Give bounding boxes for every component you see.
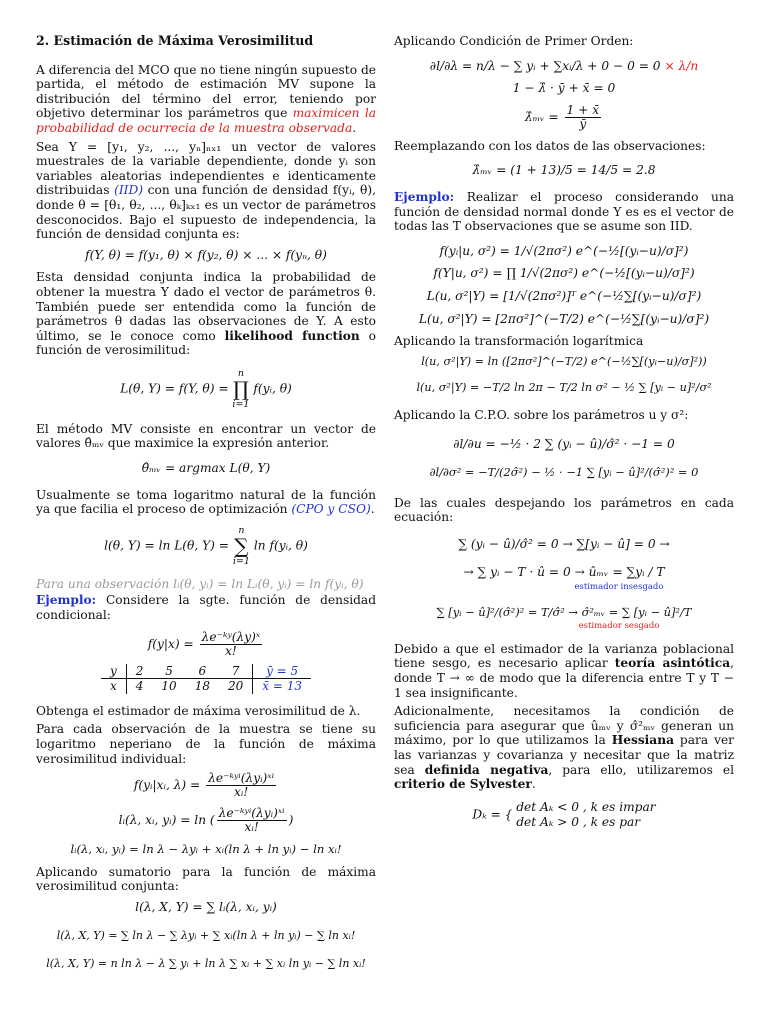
example1-intro: Ejemplo: Considere la sgte. función de densidad condicional: [36, 593, 376, 623]
du-equation: ∂l/∂u = −½ · 2 ∑ (yᵢ − û)/σ̂² · −1 = 0 [453, 436, 675, 451]
log-transform-paragraph: Aplicando la transformación logarítmica [394, 334, 644, 349]
likelihood-paragraph: Esta densidad conjunta indica la probabilidad de obtener la muestra Y dado el vector de parámetros θ. También puede ser entendida como la función de parámetros θ dadas las observaciones de Y. A esto último, se le conoce como likelihood function o función de verosimilitud: [36, 270, 376, 358]
iid-link: (IID) [114, 183, 144, 198]
u-step2-equation: → ∑ yᵢ − T · û = 0 → ûₘᵥ = ∑yᵢ / T [463, 565, 665, 580]
biased-note: estimador sesgado [578, 621, 660, 632]
joint-log-simplified-equation: l(λ, X, Y) = n ln λ − λ ∑ yᵢ + ln λ ∑ xᵢ + ∑ xᵢ ln yᵢ − ∑ ln xᵢ! [46, 957, 366, 971]
lambda-value-equation: λ̂ₘᵥ = (1 + 13)/5 = 14/5 = 2.8 [472, 163, 656, 178]
likelihood-equation: L(θ, Y) = f(Y, θ) = n ∏ i=1 f(yᵢ, θ) [120, 367, 292, 410]
joint-normal-equation: f(Y|u, σ²) = ∏ 1/√(2πσ²) e^(−½[(yᵢ−u)/σ]²) [433, 266, 695, 281]
asymptotic-paragraph: Debido a que el estimador de la varianza poblacional tiene sesgo, es necesario aplicar teoría asintótica, donde T → ∞ de modo que la diferencia entre T y T − 1 sea insignificante. [394, 641, 735, 700]
joint-log-expanded-equation: l(λ, X, Y) = ∑ ln λ − ∑ λyᵢ + ∑ xᵢ(ln λ + ln yᵢ) − ∑ ln xᵢ! [56, 928, 356, 942]
expanded-log-equation: lᵢ(λ, xᵢ, yᵢ) = ln λ − λyᵢ + xᵢ(ln λ + ln yᵢ) − ln xᵢ! [70, 842, 342, 857]
sum-paragraph: Aplicando sumatorio para la función de máxima verosimilitud conjunta: [36, 864, 376, 894]
replace-paragraph: Reemplazando con los datos de las observaciones: [394, 138, 706, 153]
cpo-intro: Aplicando Condición de Primer Orden: [394, 34, 634, 48]
joint-log-equation: l(λ, X, Y) = ∑ lᵢ(λ, xᵢ, yᵢ) [135, 899, 277, 914]
cpo-params-paragraph: Aplicando la C.P.O. sobre los parámetros u y σ²: [394, 407, 689, 422]
log-paragraph: Usualmente se toma logaritmo natural de la función ya que facilia el proceso de optimización (CPO y CSO). [36, 487, 376, 517]
log-normal-equation: l(u, σ²|Y) = ln ([2πσ²]^(−T/2) e^(−½∑[(yᵢ−u)/σ]²)) [421, 354, 707, 368]
hessian-paragraph: Adicionalmente, necesitamos la condición de suficiencia para asegurar que ûₘᵥ y σ̂²ₘᵥ generan un máximo, por lo que utilizamos la Hessiana para ver las varianzas y covarianza y necesitar que la matriz sea definida negativa, para ello, utilizaremos el criterio de Sylvester. [394, 704, 734, 792]
normal-density-equation: f(yᵢ|u, σ²) = 1/√(2πσ²) e^(−½[(yᵢ−u)/σ]²) [439, 243, 689, 258]
individual-log-equation: lᵢ(λ, xᵢ, yᵢ) = ln ( $\frac{\text{λe⁻ᵏʸⁱ(λyᵢ)ˣⁱ}}{\text{xᵢ!}}$ ) [118, 806, 294, 835]
log-likelihood-equation: l(θ, Y) = ln L(θ, Y) = n ∑ i=1 ln f(yᵢ, θ) [104, 524, 308, 567]
log-normal-expanded: l(u, σ²|Y) = −T/2 ln 2π − T/2 ln σ² − ½ ∑ [yᵢ − u]²/σ² [416, 381, 712, 395]
unbiased-note: estimador insesgado [574, 582, 664, 593]
individual-paragraph: Para cada observación de la muestra se tiene su logaritmo neperiano de la función de máxima verosimilitud individual: [36, 722, 376, 766]
dsigma-equation: ∂l/∂σ² = −T/(2σ̂²) − ½ · −1 ∑ [yᵢ − û]²/(σ̂²)² = 0 [429, 465, 699, 480]
conditional-density-equation: f(y|x) = $\frac{\text{λe⁻ᵏʸ(λy)ˣ}}{x!}$ [147, 629, 261, 658]
argmax-equation: θ̂ₘᵥ = argmax L(θ, Y) [141, 461, 271, 476]
joint-density-equation: f(Y, θ) = f(y₁, θ) × f(y₂, θ) × ... × f(yₙ, θ) [85, 247, 327, 262]
left-column [36, 34, 376, 980]
lambda-condition-equation: 1 − λ̂ · ȳ + x̄ = 0 [512, 81, 616, 96]
mv-method-paragraph: El método MV consiste en encontrar un vector de valores θ̂ₘᵥ que maximice la expresión anterior. [36, 421, 376, 451]
section-title: 2. Estimación de Máxima Verosimilitud [36, 33, 314, 48]
sylvester-equation: Dₖ = { det Aₖ < 0 , k es impar det Aₖ > 0 , k es par [472, 799, 656, 829]
individual-density-equation: f(yᵢ|xᵢ, λ) = $\frac{\text{λe⁻ᵏʸⁱ(λyᵢ)ˣⁱ}}{\text{xᵢ!}}$ [133, 771, 275, 800]
right-column [394, 34, 734, 830]
task-paragraph: Obtenga el estimador de máxima verosimilitud de λ. [36, 703, 361, 718]
intro-paragraph: A diferencia del MCO que no tiene ningún supuesto de partida, el método de estimación MV supone la distribución del término del error, teniendo por objetivo determinar los parámetros que maximicen la probabilidad de ocurrecia de la muestra observada. [36, 62, 376, 135]
example2-intro: Ejemplo: Realizar el proceso considerando una función de densidad normal donde Y es es el vector de todas las T observaciones que se asume son IID. [394, 189, 734, 234]
observations-table: y 2 5 6 7 ȳ = 5 x 4 10 18 20 x̄ = 13 [101, 664, 311, 694]
solve-paragraph: De las cuales despejando los parámetros en cada ecuación: [394, 495, 734, 525]
u-step1-equation: ∑ (yᵢ − û)/σ̂² = 0 → ∑[yᵢ − û] = 0 → [458, 536, 670, 551]
sigma-estimator-equation: ∑ [yᵢ − û]²/(σ̂²)² = T/σ̂² → σ̂²ₘᵥ = ∑ [yᵢ − û]²/T [436, 604, 692, 619]
single-observation-note: Para una observación lᵢ(θ, yᵢ) = ln Lᵢ(θ, yᵢ) = ln f(yᵢ, θ) [36, 576, 364, 591]
highlight-text: maximicen la probabilidad de ocurrecia de la muestra observada [36, 106, 376, 135]
cpo-lambda-equation: ∂l/∂λ = n/λ − ∑ yᵢ + ∑xᵢ/λ + 0 − 0 = 0 × λ/n [429, 58, 699, 73]
likelihood-normal-equation: L(u, σ²|Y) = [1/√(2πσ²)]ᵀ e^(−½∑[(yᵢ−u)/σ]²) [426, 288, 702, 303]
likelihood-normal-simplified: L(u, σ²|Y) = [2πσ²]^(−T/2) e^(−½∑[(yᵢ−u)/σ]²) [418, 311, 710, 326]
sample-paragraph: Sea Y = [y₁, y₂, ..., yₙ]ₙₓ₁ un vector de valores muestrales de la variable dependiente, donde yᵢ son variables aleatorias independientes e identicamente distribuidas (IID) con una función de densidad f(yᵢ, θ), donde θ = [θ₁, θ₂, ..., θₖ]ₖₓ₁ es un vector de parámetros desconocidos. Bajo el supuesto de independencia, la función de densidad conjunta es: [36, 139, 377, 242]
lambda-estimator-equation: λ̂ₘᵥ = $\frac{1 + x̄}{ȳ}$ [524, 102, 600, 131]
